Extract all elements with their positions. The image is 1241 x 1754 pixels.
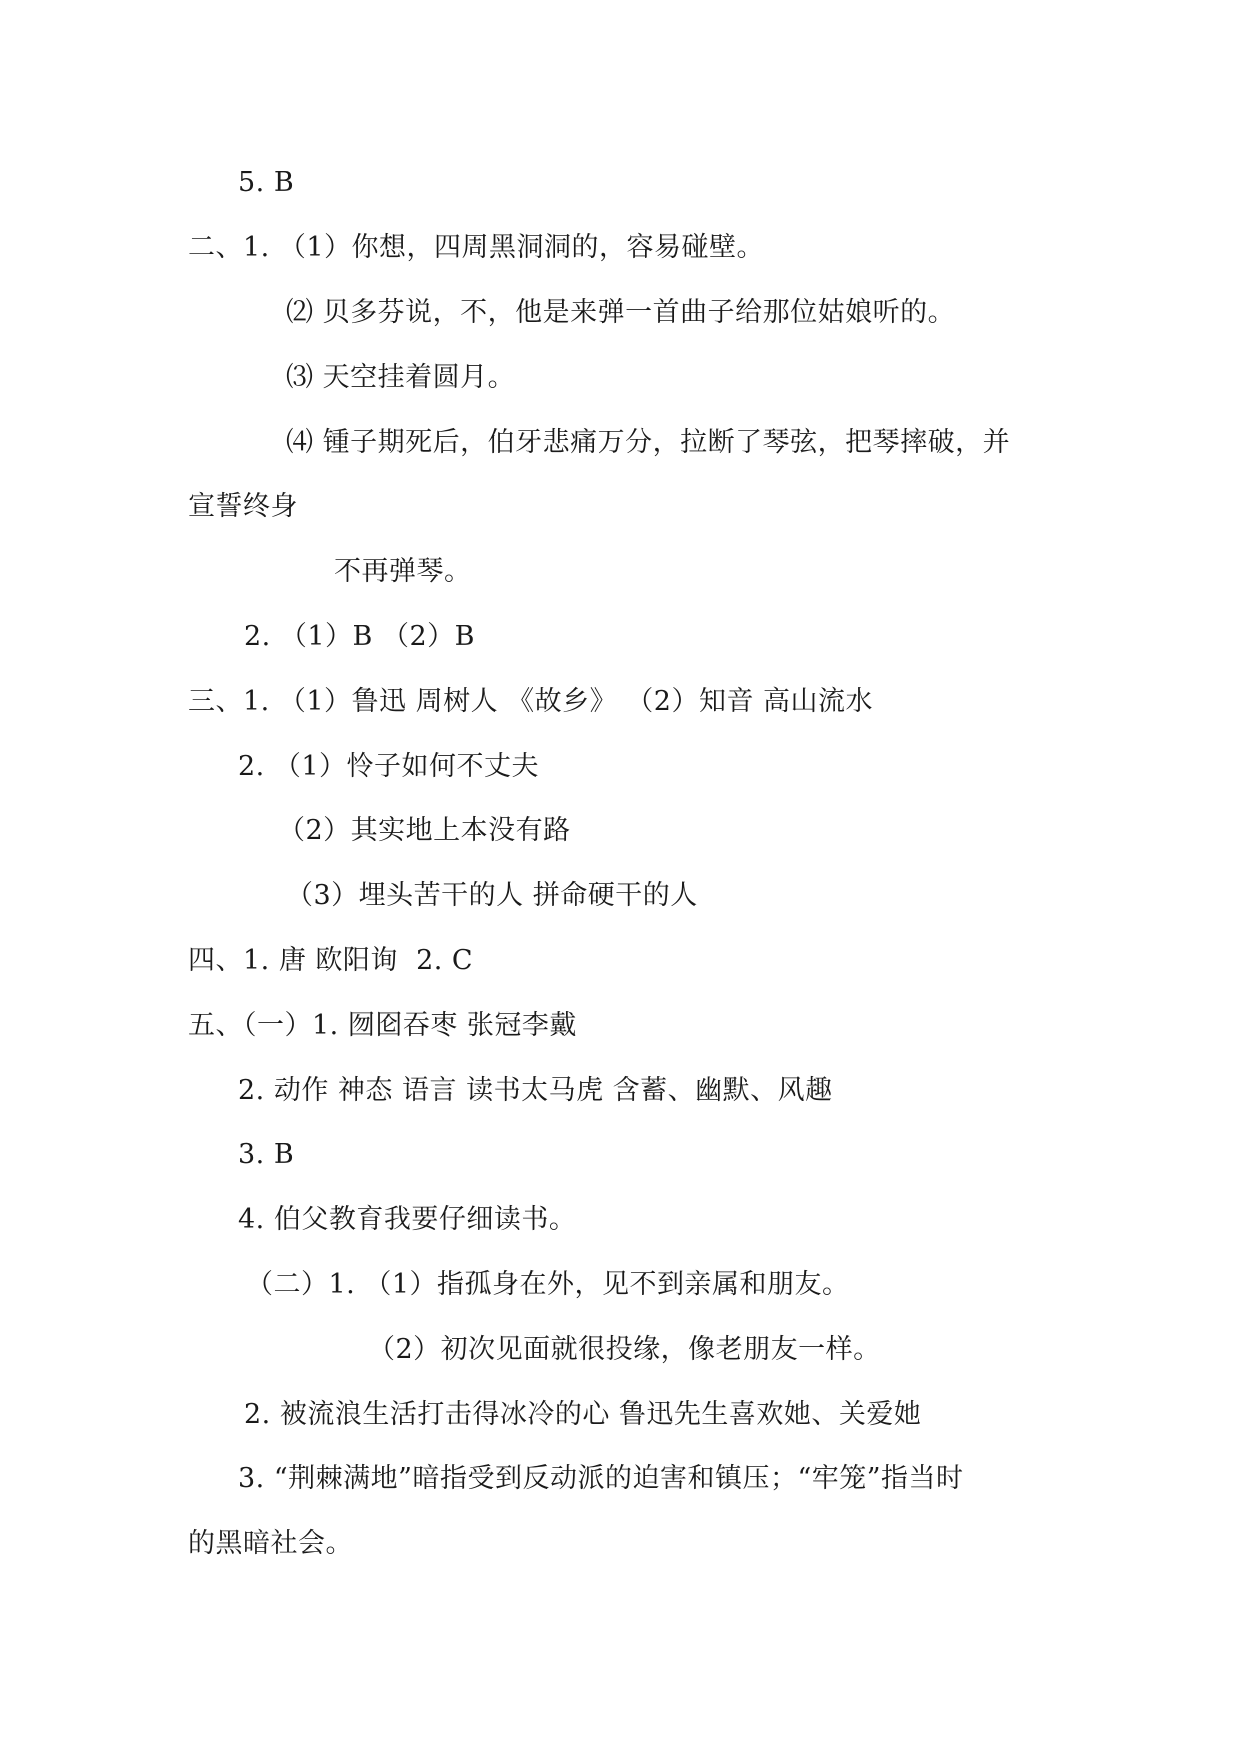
answer-line-21: 3. “荆棘满地”暗指受到反动派的迫害和镇压；“牢笼”指当时 bbox=[238, 1463, 964, 1494]
answer-line-15: 2. 动作 神态 语言 读书太马虎 含蓄、幽默、风趣 bbox=[238, 1075, 833, 1106]
answer-line-1: 5. B bbox=[238, 167, 295, 198]
answer-line-16: 3. B bbox=[238, 1139, 295, 1170]
answer-line-11: （2）其实地上本没有路 bbox=[278, 815, 571, 846]
answer-line-7: 不再弹琴。 bbox=[334, 556, 472, 587]
answer-line-6: 宣誓终身 bbox=[188, 491, 298, 522]
answer-line-3: ⑵ 贝多芬说，不，他是来弹一首曲子给那位姑娘听的。 bbox=[286, 297, 956, 328]
answer-line-10: 2. （1）怜子如何不丈夫 bbox=[238, 751, 540, 782]
answer-line-18: （二）1. （1）指孤身在外，见不到亲属和朋友。 bbox=[246, 1269, 850, 1300]
answer-line-2: 二、1. （1）你想，四周黑洞洞的，容易碰壁。 bbox=[188, 232, 765, 263]
answer-line-20: 2. 被流浪生活打击得冰冷的心 鲁迅先生喜欢她、关爱她 bbox=[244, 1399, 922, 1430]
answer-line-9: 三、1. （1）鲁迅 周树人 《故乡》 （2）知音 高山流水 bbox=[188, 686, 874, 717]
answer-line-17: 4. 伯父教育我要仔细读书。 bbox=[238, 1204, 577, 1235]
answer-line-22: 的黑暗社会。 bbox=[188, 1528, 353, 1559]
answer-line-4: ⑶ 天空挂着圆月。 bbox=[286, 362, 516, 393]
answer-line-12: （3）埋头苦干的人 拼命硬干的人 bbox=[286, 880, 698, 911]
answer-line-14: 五、（一）1. 囫囵吞枣 张冠李戴 bbox=[188, 1010, 577, 1041]
answer-line-13: 四、1. 唐 欧阳询 2. C bbox=[188, 945, 474, 976]
answer-line-8: 2. （1）B （2）B bbox=[244, 621, 475, 652]
answer-line-5: ⑷ 锺子期死后，伯牙悲痛万分，拉断了琴弦，把琴摔破，并 bbox=[286, 427, 1011, 458]
answer-line-19: （2）初次见面就很投缘，像老朋友一样。 bbox=[368, 1334, 881, 1365]
